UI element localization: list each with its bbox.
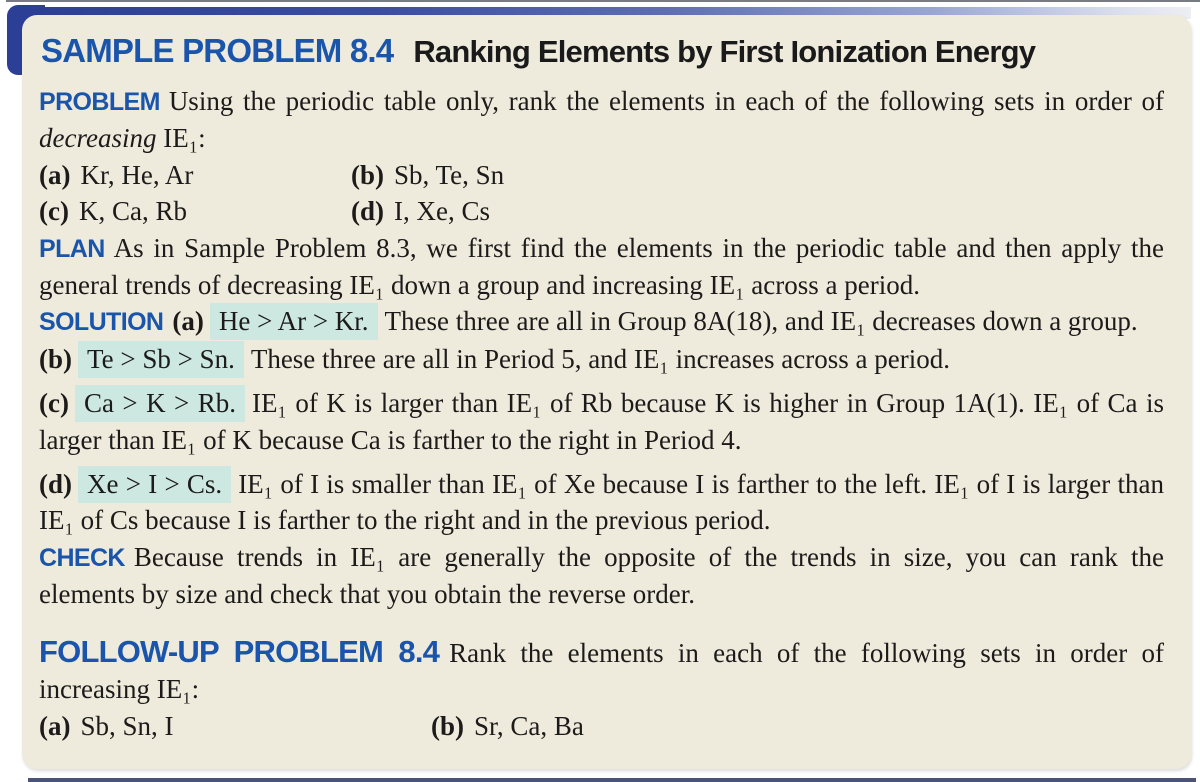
followup-set-b-items: Sr, Ca, Ba — [474, 710, 584, 741]
sample-problem-panel — [22, 15, 1191, 769]
problem-set-row-2 — [39, 193, 1164, 229]
followup-paragraph — [39, 634, 1164, 708]
solution-c-text: IE₁ of K is larger than IE₁ of Rb because K is higher in Group 1A(1). IE₁ of Ca is larger than IE₁ of K because Ca is farther to the right in Period 4. — [39, 388, 1164, 455]
problem-set-a — [39, 157, 351, 193]
sample-problem-title: Ranking Elements by First Ionization Energy — [413, 34, 1036, 69]
plan-paragraph — [39, 230, 1164, 304]
solution-paragraph-d — [39, 466, 1164, 539]
check-text: Because trends in IE₁ are generally the opposite of the trends in size, you can rank the elements by size and check that you obtain the reverse order. — [39, 541, 1164, 610]
problem-set-row-1 — [39, 157, 1164, 193]
top-divider-rule — [6, 0, 1200, 2]
solution-a-label: (a) — [172, 306, 204, 337]
followup-set-a — [39, 708, 431, 744]
solution-d-answer-highlight: Xe > I > Cs. — [78, 466, 231, 503]
problem-emphasis-word: decreasing — [39, 123, 157, 154]
plan-heading: PLAN — [39, 234, 105, 263]
solution-b-text: These three are all in Period 5, and IE₁ increases across a period. — [250, 343, 950, 374]
set-d-label: (d) — [351, 196, 384, 227]
problem-text-after: IE₁: — [163, 123, 206, 154]
set-b-items: Sb, Te, Sn — [394, 159, 505, 190]
followup-text: Rank the elements in each of the following sets in order of increasing IE₁: — [39, 637, 1164, 705]
check-paragraph — [39, 539, 1164, 613]
set-d-items: I, Xe, Cs — [394, 196, 490, 227]
solution-d-text: IE₁ of I is smaller than IE₁ of Xe because I is farther to the left. IE₁ of I is larger than IE₁ of Cs because I is farther to the right and in the previous period. — [39, 469, 1164, 536]
solution-b-label: (b) — [39, 343, 72, 374]
sample-problem-number-label: SAMPLE PROBLEM 8.4 — [41, 32, 394, 69]
solution-a-answer-highlight: He > Ar > Kr. — [210, 303, 378, 340]
followup-set-a-items: Sb, Sn, I — [80, 710, 174, 741]
followup-heading: FOLLOW-UP PROBLEM 8.4 — [39, 633, 440, 669]
check-heading: CHECK — [39, 543, 125, 572]
plan-text: As in Sample Problem 8.3, we first find the elements in the periodic table and then apply the general trends of decreasing IE₁ down a group and increasing IE₁ across a period. — [39, 232, 1164, 301]
followup-set-row — [39, 708, 1164, 744]
solution-b-answer-highlight: Te > Sb > Sn. — [78, 341, 244, 378]
solution-a-text: These three are all in Group 8A(18), and IE₁ decreases down a group. — [384, 306, 1138, 337]
solution-paragraph-c — [39, 385, 1164, 458]
problem-set-b — [351, 157, 504, 193]
solution-paragraph-b — [39, 341, 1164, 377]
problem-set-c — [39, 193, 351, 229]
bottom-accent-rule — [28, 778, 1196, 782]
followup-set-b-label: (b) — [431, 710, 464, 741]
set-c-label: (c) — [39, 196, 69, 227]
set-a-items: Kr, He, Ar — [80, 159, 194, 190]
set-a-label: (a) — [39, 159, 71, 190]
problem-paragraph — [39, 83, 1164, 157]
followup-set-b — [431, 708, 584, 744]
solution-d-label: (d) — [39, 469, 72, 500]
title-row — [41, 32, 1164, 70]
solution-c-answer-highlight: Ca > K > Rb. — [75, 385, 245, 422]
followup-set-a-label: (a) — [39, 710, 71, 741]
solution-heading: SOLUTION — [39, 308, 164, 337]
solution-paragraph-a — [39, 303, 1164, 340]
set-c-items: K, Ca, Rb — [78, 196, 187, 227]
problem-text-before: Using the periodic table only, rank the elements in each of the following sets in order of — [168, 86, 1164, 116]
problem-set-d — [351, 193, 490, 229]
set-b-label: (b) — [351, 159, 384, 190]
solution-c-label: (c) — [39, 388, 69, 419]
problem-heading: PROBLEM — [39, 88, 160, 116]
